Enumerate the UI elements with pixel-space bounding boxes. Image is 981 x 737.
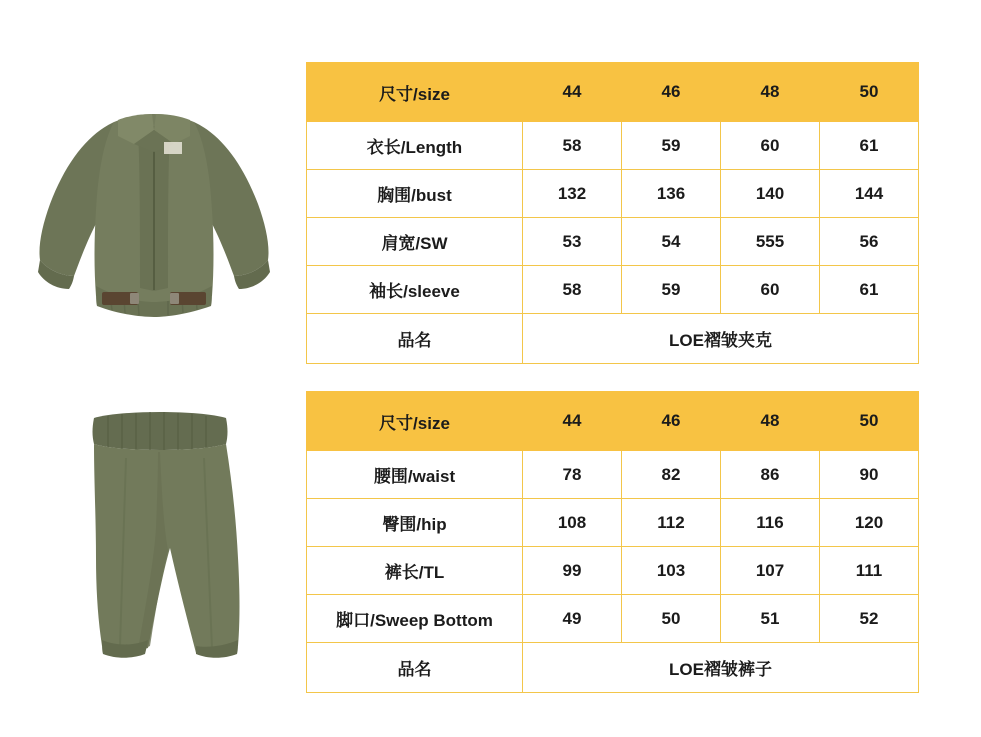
pants-illustration [60, 408, 260, 668]
header-cell-size-50: 50 [820, 63, 919, 122]
cell-value: 82 [622, 451, 721, 499]
cell-value: 49 [523, 595, 622, 643]
cell-value: 59 [622, 122, 721, 170]
pants-photo [60, 408, 260, 668]
table-row [307, 122, 919, 170]
header-cell-size-48: 48 [721, 392, 820, 451]
jacket-photo [18, 100, 286, 330]
cell-value: 136 [622, 170, 721, 218]
cell-value: 50 [622, 595, 721, 643]
header-cell-size-48: 48 [721, 63, 820, 122]
cell-value: 51 [721, 595, 820, 643]
cell-value: 112 [622, 499, 721, 547]
cell-value: 111 [820, 547, 919, 595]
jacket-illustration [18, 100, 286, 330]
header-cell-label: 尺寸/size [307, 63, 523, 122]
table-row [307, 595, 919, 643]
table-row-product-name [307, 643, 919, 693]
table-row [307, 266, 919, 314]
product-name-value: LOE褶皱夹克 [523, 314, 919, 364]
cell-value: 56 [820, 218, 919, 266]
cell-value: 54 [622, 218, 721, 266]
header-cell-size-44: 44 [523, 392, 622, 451]
pants-table-body [307, 451, 919, 693]
table-row [307, 451, 919, 499]
cell-value: 59 [622, 266, 721, 314]
pants-table-head [307, 392, 919, 451]
header-cell-size-46: 46 [622, 63, 721, 122]
table-row [307, 499, 919, 547]
cell-value: 99 [523, 547, 622, 595]
cell-value: 120 [820, 499, 919, 547]
cell-value: 103 [622, 547, 721, 595]
cell-value: 116 [721, 499, 820, 547]
cell-value: 58 [523, 122, 622, 170]
product-name-value: LOE褶皱裤子 [523, 643, 919, 693]
cell-value: 60 [721, 266, 820, 314]
row-label: 腰围/waist [307, 451, 523, 499]
cell-value: 132 [523, 170, 622, 218]
table-row-product-name [307, 314, 919, 364]
cell-value: 144 [820, 170, 919, 218]
cell-value: 52 [820, 595, 919, 643]
header-cell-size-44: 44 [523, 63, 622, 122]
jacket-size-table [306, 62, 919, 364]
table-row [307, 547, 919, 595]
row-label: 衣长/Length [307, 122, 523, 170]
cell-value: 86 [721, 451, 820, 499]
table-row [307, 170, 919, 218]
header-cell-label: 尺寸/size [307, 392, 523, 451]
cell-value: 61 [820, 122, 919, 170]
cell-value: 90 [820, 451, 919, 499]
row-label: 脚口/Sweep Bottom [307, 595, 523, 643]
cell-value: 61 [820, 266, 919, 314]
row-label: 臀围/hip [307, 499, 523, 547]
table-header-row [307, 392, 919, 451]
pants-size-table [306, 391, 919, 693]
cell-value: 78 [523, 451, 622, 499]
row-label: 品名 [307, 314, 523, 364]
row-label: 袖长/sleeve [307, 266, 523, 314]
cell-value: 108 [523, 499, 622, 547]
jacket-table-head [307, 63, 919, 122]
table-row [307, 218, 919, 266]
header-cell-size-46: 46 [622, 392, 721, 451]
row-label: 品名 [307, 643, 523, 693]
cell-value: 555 [721, 218, 820, 266]
header-cell-size-50: 50 [820, 392, 919, 451]
row-label: 裤长/TL [307, 547, 523, 595]
cell-value: 107 [721, 547, 820, 595]
row-label: 肩宽/SW [307, 218, 523, 266]
cell-value: 53 [523, 218, 622, 266]
table-header-row [307, 63, 919, 122]
cell-value: 140 [721, 170, 820, 218]
cell-value: 58 [523, 266, 622, 314]
row-label: 胸围/bust [307, 170, 523, 218]
jacket-table-body [307, 122, 919, 364]
cell-value: 60 [721, 122, 820, 170]
